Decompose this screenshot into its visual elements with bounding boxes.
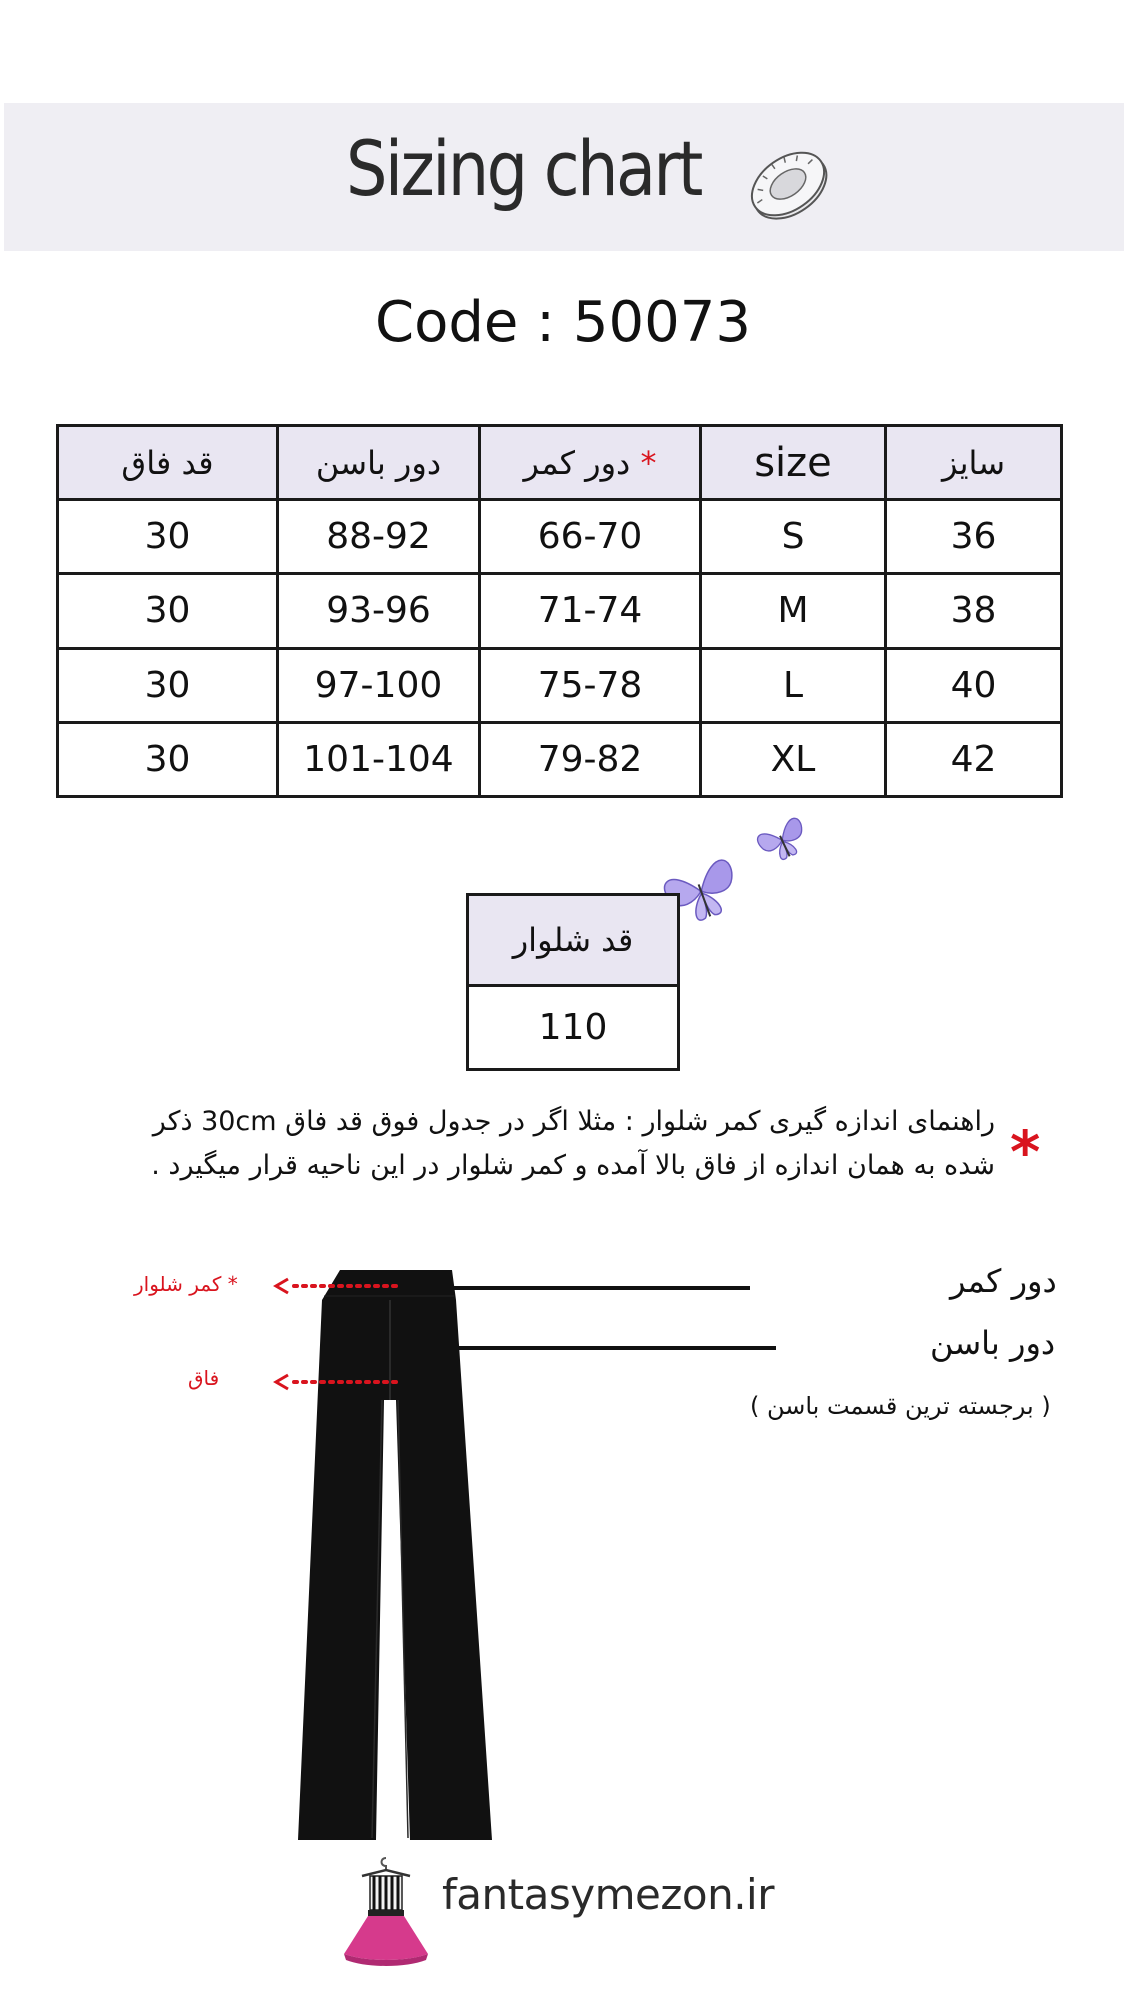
cell-rise: 30 [58,648,278,722]
table-header-row [58,426,1062,500]
rise-marker-label: فاق [188,1366,220,1390]
cell-persian-size: 40 [886,648,1062,722]
measuring-tape-icon [740,136,836,232]
cell-persian-size: 38 [886,574,1062,648]
cell-waist: 75-78 [480,648,701,722]
header-waist [480,426,701,500]
header-pants-length: قد شلوار [468,895,679,986]
table-row [58,574,1062,648]
note-asterisk: * [1010,1118,1041,1186]
rise-dotted-line [270,1372,410,1392]
header-persian-size: سایز [886,426,1062,500]
table-row [58,722,1062,796]
size-table [56,424,1063,798]
cell-hip: 93-96 [278,574,480,648]
cell-size: M [701,574,886,648]
pants-length-table [466,893,680,1071]
cell-hip: 101-104 [278,722,480,796]
butterfly-icon [752,810,812,870]
hip-label: دور باسن [930,1324,1056,1362]
cell-pants-length: 110 [468,986,679,1070]
cell-rise: 30 [58,574,278,648]
measurement-note [80,1100,995,1188]
cell-size: L [701,648,886,722]
hip-leader-line [434,1346,776,1350]
note-line-1: راهنمای اندازه گیری کمر شلوار : مثلا اگر در جدول فوق قد فاق 30cm ذکر [152,1106,995,1137]
cell-hip: 97-100 [278,648,480,722]
header-rise: قد فاق [58,426,278,500]
waist-leader-line [434,1286,750,1290]
cell-waist: 71-74 [480,574,701,648]
cell-rise: 30 [58,500,278,574]
cell-waist: 66-70 [480,500,701,574]
hip-note: ( برجسته ترین قسمت باسن ) [750,1392,1051,1420]
cell-persian-size: 36 [886,500,1062,574]
cell-hip: 88-92 [278,500,480,574]
table-row [58,648,1062,722]
asterisk-marker: * [640,443,657,482]
product-code: Code : 50073 [375,290,751,355]
header-size: size [701,426,886,500]
note-line-2: شده به همان اندازه از فاق بالا آمده و کمر شلوار در این ناحیه قرار میگیرد . [151,1150,995,1181]
cell-persian-size: 42 [886,722,1062,796]
waist-label: دور کمر [950,1262,1057,1300]
cell-size: XL [701,722,886,796]
waist-marker-label: * کمر شلوار [134,1272,238,1296]
header-waist-label: دور کمر [523,443,631,482]
table-row [58,500,1062,574]
page-title: Sizing chart [346,124,701,213]
waist-dotted-line [270,1276,410,1296]
cell-size: S [701,500,886,574]
dress-on-hanger-icon [336,1850,436,1970]
cell-waist: 79-82 [480,722,701,796]
cell-rise: 30 [58,722,278,796]
header-hip: دور باسن [278,426,480,500]
brand-website: fantasymezon.ir [442,1870,774,1919]
